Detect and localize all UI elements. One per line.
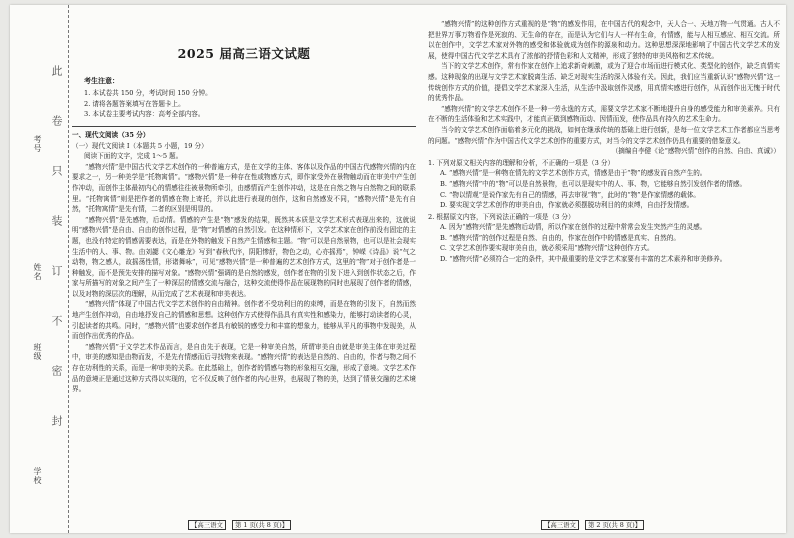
section-heading: 一、现代文阅读（35 分） [72, 126, 416, 141]
passage-paragraph: “感物兴情”的这种创作方式重视的是“物”的感发作用，在中国古代的观念中，天人合一、天地万物一气贯通。古人不把世界万事万物看作是死寂的、无生命的存在，而是认为它们与人一样有生命，有情感，能与人相互感应、相互交流。所以在创作中，文学艺术家对外物的感受和体验就成为创作的源泉和动力。这种思想深深地影响了中国古代文学艺术的发展，使得中国古代文学艺术具有了浓郁的抒情色彩和人文精神，形成了独特的审美风格和艺术传统。 [428, 20, 780, 60]
passage-paragraph: “感物兴情”是先感物，后动情。情感的产生是“物”感发的结果，既然其本质是文学艺术形式表现出来的，这就说明“感物兴情”是自由、自由的创作过程，是“物”对情感的自然引发。在这种情形下，文学艺术家在创作前没有固定的主题，也没有特定的情感需要表达，而是在外物的触发下自然产生情感和主题。“物”可以是自然景物，也可以是社会现实生活中的人、事、物。由刘勰《文心雕龙》写到“春秋代序，阴阳惨舒，物色之动，心亦摇焉”，钟嵘《诗品》说“气之动物，物之感人，故摇荡性情，形诸舞咏”，可见“感物兴情”是一种普遍的艺术创作方式，这里的“物”对于创作者是一种触发，而不是预先安排的描写对象。“感物兴情”强调的是自然的感发，创作者在物的引发下进入到创作状态之后，作家与所描写的对象之间产生了一种深层的情感交流与融合，这种交流使得作品在展现物的同时也展现了创作者的情感，以及对物的深层次的理解，从而完成了艺术表现和审美表达。 [72, 215, 416, 298]
seal-char: 装 [50, 215, 63, 246]
notes-title: 考生注意： [84, 75, 119, 85]
seal-char: 订 [50, 265, 63, 296]
exam-page-1 [72, 19, 416, 519]
footer-page-number: 第 2 页(共 8 页)】 [585, 520, 644, 530]
question-2-option-c: C. 文学艺术创作要实现审美自由，就必须采用“感物兴情”这种创作方式。 [440, 244, 654, 253]
gutter-label-class: 班级 [33, 343, 42, 361]
question-2-option-b: B. “感物兴情”的创作过程是自然、自由的，作家在创作中的情感是真实、自然的。 [440, 233, 680, 242]
seal-char: 此 [50, 65, 63, 96]
question-1-option-d: D. 要实现文学艺术创作的审美自由，作家就必须摆脱功利目的的束缚，自由抒发情感。 [440, 201, 694, 210]
passage-paragraph: “感物兴情”于文学艺术作品而言，是自由先于表现，它是一种审美自然，所谓审美自由就是审美主体在审美过程中，审美的感知是由物而发，不是先有情感而后寻找物来表现。“感物兴情”的表达是自然的、自由的，作者与物之间不存在功利性的关系，而是一种审美的关系。在此基础上，创作者的情感与物的形象相互交融，形成了意境。文学艺术作品的意境正是通过这种方式得以实现的，它不仅反映了创作者的内心世界，也展现了物的美，达到了情景交融的艺术境界。 [72, 342, 416, 394]
question-1-option-a: A. “感物兴情”是一种物在情先的文学艺术创作方式，情感是由于“物”的感发而自然产生的。 [440, 169, 707, 178]
exam-title: 2025 届高三语文试题 [177, 46, 311, 61]
passage-paragraph: “感物兴情”的文学艺术创作不是一种一劳永逸的方式，需要文学艺术家不断地提升自身的感受能力和审美素养。只有在不断的生活体验和艺术实践中，才能真正做到感物而动、因情而发，使作品具有持久的艺术生命力。 [428, 104, 780, 124]
seal-char: 不 [50, 315, 63, 346]
passage-source: （摘编自李健《论“感物兴情”创作的自然、自由、真诚》） [611, 147, 780, 156]
passage-paragraph: “感物兴情”体现了中国古代文学艺术创作的自由精神。创作者不受功利目的的束缚，而是在物的引发下，自然而然地产生创作冲动，自由地抒发自己的情感和思想。这种创作方式使得作品具有真实性和感染力，能够打动读者的心灵，引起读者的共鸣。同时，“感物兴情”也要求创作者具有敏锐的感受力和丰富的想象力，能够从平凡的事物中发现美，从而创作出优秀的作品。 [72, 300, 416, 341]
gutter-label-exam-number: 考号 [33, 135, 42, 153]
page-footer-2 [538, 520, 647, 529]
question-2-stem: 2. 根据原文内容，下列说法正确的一项是（3 分） [428, 212, 575, 221]
subsection-heading: （一）现代文阅读 I（本题共 5 小题，19 分） [72, 141, 208, 150]
footer-page-number: 第 1 页(共 8 页)】 [232, 520, 291, 530]
question-1-option-c: C. “物以情观”是说作家先有自己的情感，再去审视“物”，此时的“物”是作家情感的载体。 [440, 190, 701, 199]
note-item: 1. 本试卷共 150 分，考试时间 150 分钟。 [84, 89, 212, 98]
note-item: 2. 请将各题答案填写在答题卡上。 [84, 99, 185, 108]
footer-subject: 【高三语文 [541, 520, 579, 530]
exam-sheet [10, 5, 786, 533]
passage-paragraph: 当今的文学艺术创作面临着多元化的挑战，如何在继承传统的基础上进行创新，是每一位文学艺术工作者都应当思考的问题。“感物兴情”作为中国古代文学艺术创作的重要方式，对当今的文学艺术创作仍具有重要的借鉴意义。 [428, 125, 780, 145]
seal-char: 只 [50, 165, 63, 196]
seal-char: 封 [50, 415, 63, 446]
gutter-label-name: 姓名 [33, 263, 42, 281]
page-footer-1 [185, 520, 294, 529]
seal-char: 卷 [50, 115, 63, 146]
exam-page-2 [428, 19, 780, 519]
gutter-label-school: 学校 [33, 467, 42, 485]
reading-instruction: 阅读下面的文字，完成 1～5 题。 [84, 152, 183, 161]
question-2-option-d: D. “感物兴情”必须符合一定的条件，其中最重要的是文学艺术家要有丰富的艺术素养和审美修养。 [440, 255, 727, 264]
question-1-option-b: B. “感物兴情”中的“物”可以是自然景物，也可以是现实中的人、事、物，它能够自然引发创作者的情感。 [440, 179, 747, 188]
passage-paragraph: “感物兴情”是中国古代文学艺术创作的一种普遍方式，是在文学的主体、客体以及作品的中国古代感物兴情的内在要求之一，另一种美学是“托物寓情”。“感物兴情”是一种存在性或物感方式，即作家受外在景物触动而在审美中产生创作冲动，而创作主体最初内心的情感往往被景物所牵引，由感情而产生创作冲动，这是在自然之物与自然物之间的联系里。“托物寓情”则是把作者的情感在物上寄托，并以此进行表现的创作，这和自然感发不同，“感物兴情”是先有自然，“托物寓情”是先有情，二者的区别是明显的。 [72, 162, 416, 214]
question-2-option-a: A. 因为“感物兴情”是先感物后动情，所以作家在创作的过程中常常会发生突然产生的灵感。 [440, 223, 707, 232]
binding-gutter [10, 5, 69, 533]
footer-subject: 【高三语文 [188, 520, 226, 530]
question-1-stem: 1. 下列对原文相关内容的理解和分析，不正确的一项是（3 分） [428, 158, 615, 167]
note-item: 3. 本试卷主要考试内容：高考全部内容。 [84, 110, 205, 119]
passage-paragraph: 当下的文学艺术创作，常有作家在创作上追求新奇刺激，或为了迎合市场而进行模式化、类型化的创作，缺乏真情实感。这种现象的出现与文学艺术家脱离生活、缺乏对现实生活的深入体验有关。因此，我们应当重新认识“感物兴情”这一传统创作方式的价值，提倡文学艺术家深入生活，从生活中汲取创作灵感，用真情实感进行创作，从而创作出无愧于时代的优秀作品。 [428, 62, 780, 103]
seal-char: 密 [50, 365, 63, 396]
